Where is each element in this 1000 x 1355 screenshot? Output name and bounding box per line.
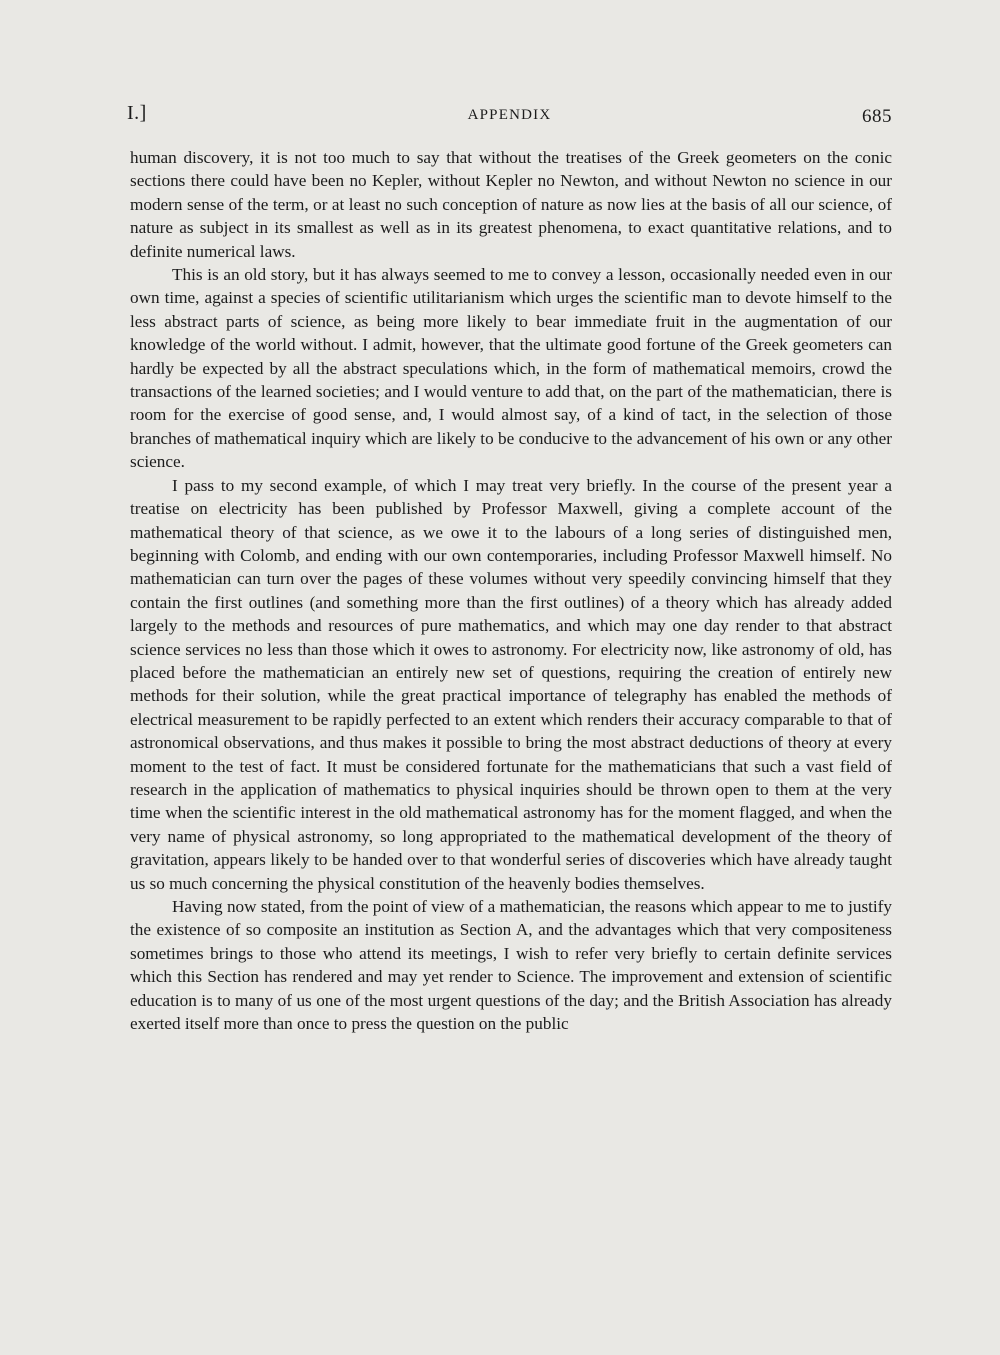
running-head [127, 102, 892, 132]
paragraph: I pass to my second example, of which I may treat very briefly. In the course of the present year a treatise on electricity has been published by Professor Maxwell, giving a complete account of the mathematical theory of that science, as we owe it to the labours of a long series of distinguished men, beginning with Colomb, and ending with our own contemporaries, including Professor Maxwell himself. No mathematician can turn over the pages of these volumes without very speedily convincing himself that they contain the first outlines (and something more than the first outlines) of a theory which has already added largely to the methods and resources of pure mathematics, and which may one day render to that abstract science services no less than those which it owes to astronomy. For electricity now, like astronomy of old, has placed before the mathematician an entirely new set of questions, requiring the creation of entirely new methods for their solution, while the great practical importance of telegraphy has enabled the methods of electrical measurement to be rapidly perfected to an extent which renders their accuracy comparable to that of astronomical observations, and thus makes it possible to bring the most abstract deductions of theory at every moment to the test of fact. It must be considered fortunate for the mathematicians that such a vast field of research in the application of mathematics to physical inquiries should be thrown open to them at the very time when the scientific interest in the old mathematical astronomy has for the moment flagged, and when the very name of physical astronomy, so long appropriated to the mathematical development of the theory of gravitation, appears likely to be handed over to that wonderful series of discoveries which have already taught us so much concerning the physical constitution of the heavenly bodies themselves. [130, 475, 892, 893]
section-marker: I.] [127, 102, 147, 124]
body-text [130, 146, 892, 1035]
paragraph: Having now stated, from the point of view of a mathematician, the reasons which appear to me to justify the existence of so composite an institution as Section A, and the advantages which that very compositeness sometimes brings to those who attend its meetings, I wish to refer very briefly to certain definite services which this Section has rendered and may yet render to Science. The improvement and extension of scientific education is to many of us one of the most urgent questions of the day; and the British Association has already exerted itself more than once to press the question on the public [130, 897, 892, 1034]
paragraph-continued: human discovery, it is not too much to say that without the treatises of the Greek geometers on the conic sections there could have been no Kepler, without Kepler no Newton, and without Newton no science in our modern sense of the term, or at least no such conception of nature as now lies at the basis of all our science, of nature as subject in its smallest as well as in its greatest phenomena, to exact quantitative relations, and to definite numerical laws. [130, 148, 892, 261]
paragraph: This is an old story, but it has always seemed to me to convey a lesson, occasionally needed even in our own time, against a species of scientific utilitarianism which urges the scientific man to devote himself to the less abstract parts of science, as being more likely to bear immediate fruit in the augmentation of our knowledge of the world without. I admit, however, that the ultimate good fortune of the Greek geometers can hardly be expected by all the abstract speculations which, in the form of mathematical memoirs, crowd the transactions of the learned societies; and I would venture to add that, on the part of the mathematician, there is room for the exercise of good sense, and, I would almost say, of a kind of tact, in the selection of those branches of mathematical inquiry which are likely to be conducive to the advancement of his own or any other science. [130, 265, 892, 472]
running-title: APPENDIX [467, 107, 552, 123]
page-number: 685 [862, 106, 892, 127]
